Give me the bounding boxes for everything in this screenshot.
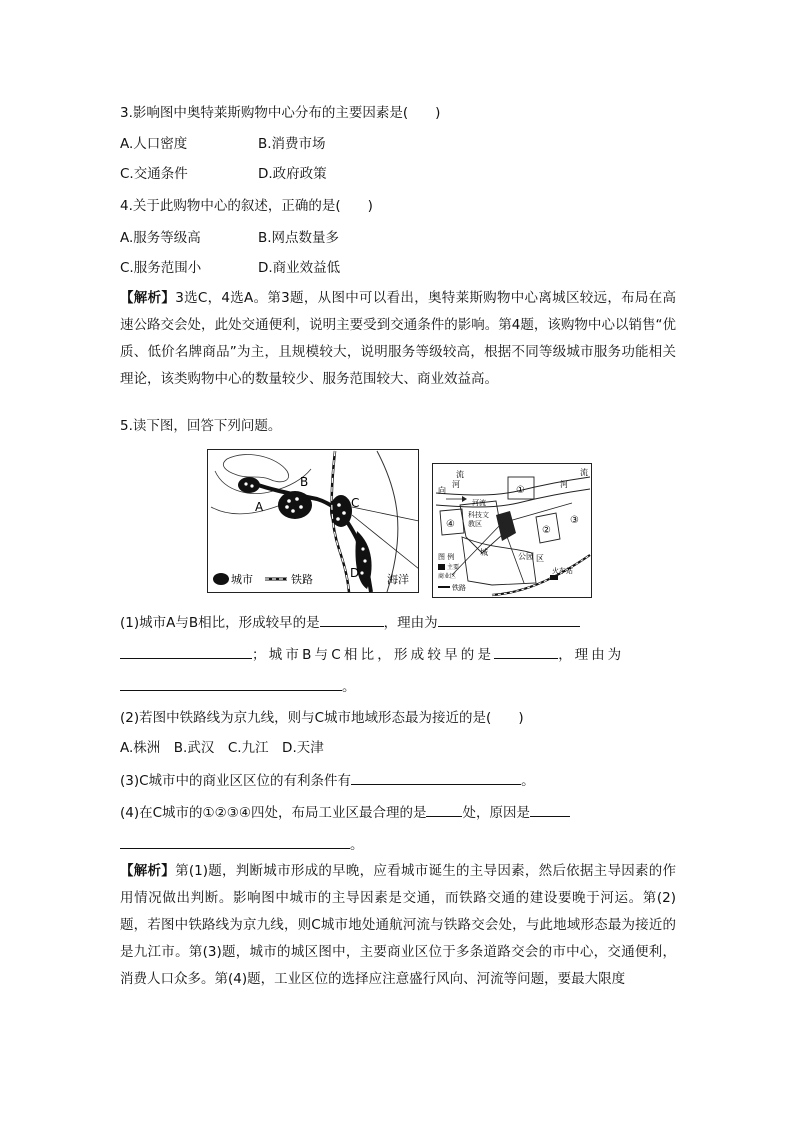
q5-part1-text-c: ；城市B与C相比，形成较早的是 xyxy=(252,647,495,663)
q4-option-c: C.服务范围小 xyxy=(120,260,202,276)
q5-part3-text-b: 。 xyxy=(521,773,535,789)
label-zone-2: ② xyxy=(542,525,551,536)
q4-option-d: D.商业效益低 xyxy=(258,260,341,276)
q5-part3-text-a: (3)C城市中的商业区区位的有利条件有 xyxy=(120,773,352,789)
q5-part2-options: A.株洲 B.武汉 C.九江 D.天津 xyxy=(120,740,324,756)
city-b xyxy=(278,491,312,519)
q5-stem: 5.读下图，回答下列问题。 xyxy=(120,418,282,434)
label-zone-3: ③ xyxy=(570,515,579,526)
label-a: A xyxy=(255,500,264,514)
analysis-1-tag: 【解析】 xyxy=(120,290,176,306)
q5-part1-text-b: ，理由为 xyxy=(383,615,438,631)
q4-option-b: B.网点数量多 xyxy=(258,230,340,246)
analysis-1 xyxy=(120,285,676,393)
blank[interactable] xyxy=(438,612,580,627)
legend-city-icon xyxy=(213,573,229,585)
label-river-1: 流 xyxy=(456,470,464,479)
q5-part4-line1 xyxy=(120,802,570,823)
label-tech-zone: 科技文教区 xyxy=(468,511,489,528)
station-icon xyxy=(550,575,558,580)
label-station: 火车站 xyxy=(552,567,573,575)
q5-part1-text-d: ，理由为 xyxy=(558,647,625,663)
legend-city: 城市 xyxy=(231,573,253,586)
label-park: 公园 xyxy=(518,552,534,561)
inset-legend-rail: 铁路 xyxy=(452,584,466,592)
inset-legend-main: 主要 xyxy=(447,564,460,571)
q5-part4-line2 xyxy=(120,834,364,855)
label-d: D xyxy=(350,566,360,580)
q5-part4-text-c: 。 xyxy=(350,837,364,853)
label-ocean: 海洋 xyxy=(387,573,409,586)
q5-part1-line3 xyxy=(120,676,356,697)
q5-part4-text-a: (4)在C城市的①②③④四处，布局工业区最合理的是 xyxy=(120,805,427,821)
label-river-5: 流 xyxy=(580,468,588,477)
city-c-inset-map xyxy=(432,463,592,598)
blank[interactable] xyxy=(494,644,558,659)
label-b: B xyxy=(300,475,309,489)
q4-option-a: A.服务等级高 xyxy=(120,230,201,246)
q5-part3 xyxy=(120,770,535,791)
label-district: 区 xyxy=(536,554,544,563)
label-c: C xyxy=(351,496,360,510)
label-river-2: 河 xyxy=(452,480,460,489)
analysis-1-text: 3选C，4选A。第3题，从图中可以看出，奥特莱斯购物中心离城区较远，布局在高速公路交会处，此处交通便利，说明主要受到交通条件的影响。第4题，该购物中心以销售“优质、低价名牌商品”为主，且规模较大，说明服务等级较高，根据不同等级城市服务功能相关理论，该类购物中心的数量较少、服务范围较大、商业效益高。 xyxy=(120,290,677,387)
q3-option-c: C.交通条件 xyxy=(120,166,188,182)
blank[interactable] xyxy=(120,834,350,849)
analysis-2-tag: 【解析】 xyxy=(120,863,176,879)
q5-part2-stem: (2)若图中铁路线为京九线，则与C城市地域形态最为接近的是( ) xyxy=(120,710,524,726)
legend-comm-icon xyxy=(438,564,445,570)
legend-rail: 铁路 xyxy=(291,573,313,586)
q4-stem: 4.关于此购物中心的叙述，正确的是( ) xyxy=(120,198,373,214)
q5-part4-text-b: 处，原因是 xyxy=(462,805,530,821)
blank[interactable] xyxy=(120,676,342,691)
label-river-4: 向 xyxy=(438,486,446,495)
blank[interactable] xyxy=(351,770,521,785)
q5-part1-text-a: (1)城市A与B相比，形成较早的是 xyxy=(120,615,320,631)
q5-part1-line2 xyxy=(120,644,624,665)
inset-legend-comm: 商业区 xyxy=(438,573,457,580)
blank[interactable] xyxy=(120,644,252,659)
label-zone-1: ① xyxy=(516,485,525,496)
analysis-2 xyxy=(120,858,676,993)
label-city: 城 xyxy=(480,548,488,557)
label-river-3: 河流 xyxy=(472,499,486,507)
q3-option-b: B.消费市场 xyxy=(258,136,326,152)
regional-map xyxy=(207,449,419,593)
blank[interactable] xyxy=(320,612,384,627)
blank[interactable] xyxy=(530,802,570,817)
analysis-2-text: 第(1)题，判断城市形成的早晚，应看城市诞生的主导因素，然后依据主导因素的作用情况做出判断。影响图中城市的主导因素是交通，而铁路交通的建设要晚于河运。第(2)题，若图中铁路线为京九线，则C城市地处通航河流与铁路交会处，与此地域形态最为接近的是九江市。第(3)题，城市的城区图中，主要商业区位于多条道路交会的市中心，交通便利，消费人口众多。第(4)题，工业区位的选择应注意盛行风向、河流等问题，要最大限度 xyxy=(120,863,677,987)
blank[interactable] xyxy=(426,802,462,817)
q5-part1-line1 xyxy=(120,612,580,633)
q3-option-d: D.政府政策 xyxy=(258,166,327,182)
q3-option-a: A.人口密度 xyxy=(120,136,188,152)
label-zone-4: ④ xyxy=(446,519,455,530)
city-a xyxy=(238,477,260,493)
q3-stem: 3.影响图中奥特莱斯购物中心分布的主要因素是( ) xyxy=(120,105,441,121)
inset-legend-title: 图 例 xyxy=(438,553,455,561)
label-river-6: 河 xyxy=(560,480,568,489)
q5-part1-text-e: 。 xyxy=(342,679,356,695)
